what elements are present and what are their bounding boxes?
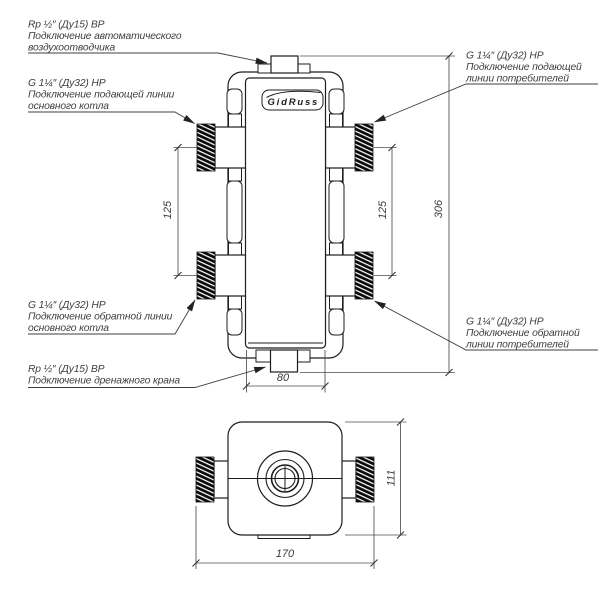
leader-line	[28, 112, 195, 124]
threaded-nipple	[355, 252, 373, 299]
callout-consumer-supply-line3: линии потребителей	[466, 73, 569, 85]
plan-right-port	[341, 457, 374, 502]
port-consumer-return	[326, 252, 374, 299]
right-shell-channel	[329, 89, 344, 335]
dim-plan-overall-width-value: 170	[275, 548, 295, 560]
threaded-nipple	[197, 252, 215, 299]
dim-left-ports-spacing-value: 125	[162, 200, 174, 220]
dim-plan-depth-value: 111	[385, 469, 398, 487]
callout-boiler-return-line2: Подключение обратной линии	[28, 311, 173, 323]
callout-drain-line1: Rp ½″ (Ду15) ВР	[28, 364, 105, 375]
body-front-face	[246, 78, 326, 348]
callout-air-vent	[28, 20, 267, 64]
callout-boiler-supply	[28, 77, 195, 124]
callout-air-vent-line1: Rp ½″ (Ду15) ВР	[28, 19, 105, 31]
dim-overall-height-value: 306	[433, 199, 445, 219]
callout-consumer-return	[375, 301, 599, 351]
port-stub	[326, 127, 356, 168]
plan-left-port	[196, 457, 229, 502]
callout-boiler-return-line3: основного котла	[28, 323, 109, 334]
port-stub	[215, 127, 246, 168]
port-stub	[215, 255, 246, 296]
leader-line	[28, 53, 267, 63]
port-consumer-supply	[326, 124, 374, 171]
air-vent-connection	[258, 56, 310, 73]
callout-consumer-supply-line2: Подключение подающей	[466, 62, 582, 73]
brand-badge	[262, 90, 323, 110]
callout-consumer-return-line2: Подключение обратной	[466, 328, 580, 339]
callout-boiler-supply-line2: Подключение подающей линии	[28, 89, 175, 101]
drain-connection	[256, 350, 310, 372]
callout-air-vent-line2: Подключение автоматического	[28, 31, 182, 42]
brand-logo-text: GidRuss	[267, 97, 318, 108]
callout-drain	[28, 364, 266, 388]
callout-consumer-supply-line1: G 1¼″ (Ду32) НР	[466, 50, 544, 62]
callout-consumer-return-line1: G 1¼″ (Ду32) НР	[466, 316, 544, 328]
port-boiler-return	[197, 252, 246, 299]
port-boiler-supply	[197, 124, 246, 171]
left-shell-channel	[227, 89, 242, 335]
front-view	[197, 56, 373, 372]
callout-consumer-supply	[375, 50, 599, 123]
threaded-nipple	[197, 124, 215, 171]
dim-right-ports-spacing-value: 125	[377, 200, 389, 220]
callout-consumer-return-line3: линии потребителей	[466, 339, 569, 351]
callout-boiler-return	[28, 299, 195, 334]
callout-boiler-supply-line1: G 1¼″ (Ду32) НР	[28, 78, 106, 89]
port-stub	[326, 255, 356, 296]
plan-view	[196, 422, 374, 539]
dim-right-ports-spacing	[374, 144, 397, 279]
callout-boiler-return-line1: G 1¼″ (Ду32) НР	[28, 300, 106, 311]
callout-air-vent-line3: воздухоотводчика	[28, 42, 116, 54]
dim-left-ports-spacing	[162, 144, 197, 279]
callout-drain-line2: Подключение дренажного крана	[28, 375, 180, 387]
threaded-nipple	[355, 124, 373, 171]
callout-boiler-supply-line3: основного котла	[28, 101, 109, 112]
dim-body-width-value: 80	[276, 372, 290, 384]
plan-center-boss	[258, 451, 313, 506]
leader-line	[375, 84, 599, 122]
